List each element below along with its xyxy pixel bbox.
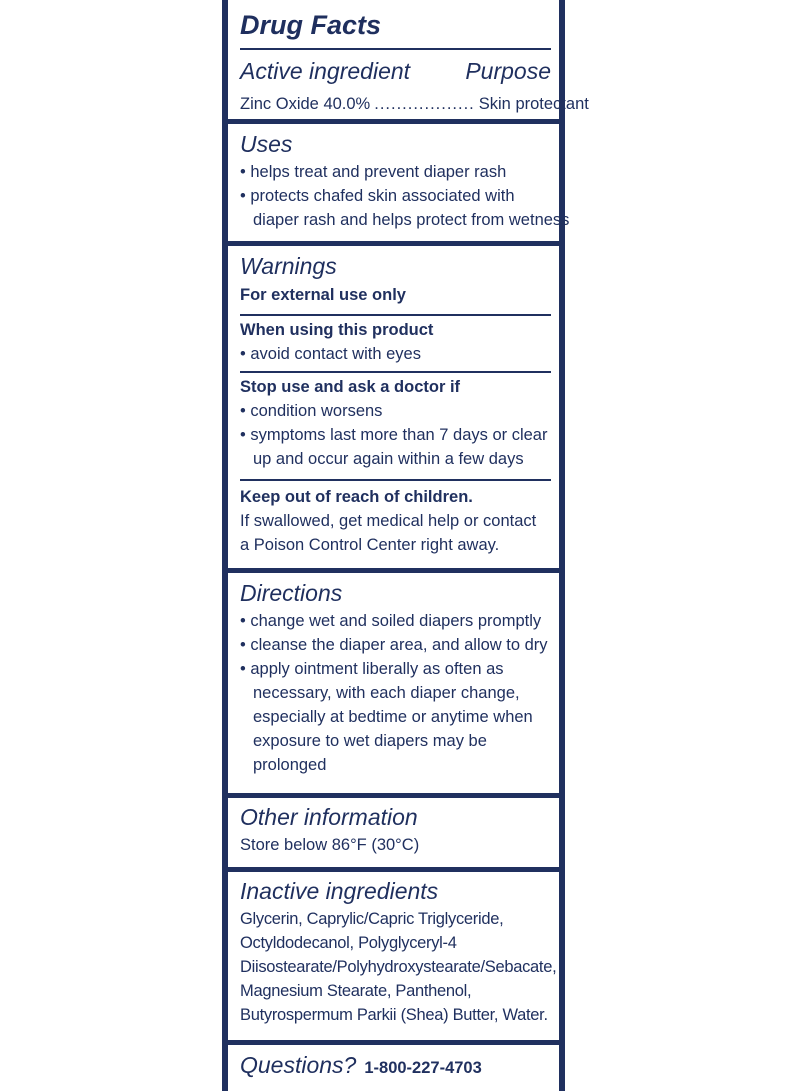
- ingredient-name: Zinc Oxide 40.0%: [240, 95, 371, 113]
- section-divider: [228, 793, 559, 798]
- list-item: • avoid contact with eyes: [240, 345, 421, 363]
- uses-section: [240, 131, 570, 232]
- keep-out-text: If swallowed, get medical help or contact: [240, 512, 537, 530]
- warnings-divider: [240, 314, 551, 316]
- section-divider: [228, 241, 559, 246]
- keep-out-text: a Poison Control Center right away.: [240, 536, 500, 554]
- other-info-section: [240, 804, 551, 857]
- active-ingredient-row: [240, 92, 589, 116]
- other-info-heading: Other information: [240, 804, 418, 830]
- inactive-heading: Inactive ingredients: [240, 878, 439, 904]
- when-using-heading: When using this product: [240, 321, 434, 339]
- questions-phone: 1-800-227-4703: [364, 1059, 482, 1077]
- section-divider: [228, 568, 559, 573]
- directions-list: [240, 609, 551, 777]
- list-item: • condition worsens: [240, 402, 383, 420]
- purpose-heading: Purpose: [465, 58, 551, 84]
- stop-use-block: [240, 375, 551, 471]
- list-item: • symptoms last more than 7 days or clear: [240, 426, 548, 444]
- questions-row: [240, 1052, 551, 1080]
- list-item: up and occur again within a few days: [253, 450, 524, 468]
- title-divider: [240, 48, 551, 50]
- drug-facts-title: Drug Facts: [240, 10, 382, 40]
- list-item: diaper rash and helps protect from wetness: [253, 211, 570, 229]
- inactive-list: [240, 907, 557, 1027]
- warnings-section: [240, 253, 551, 307]
- leader-dots: ..................: [374, 95, 475, 113]
- list-item: Butyrospermum Parkii (Shea) Butter, Water.: [240, 1006, 548, 1024]
- list-item: • change wet and soiled diapers promptly: [240, 612, 542, 630]
- warnings-heading: Warnings: [240, 253, 337, 279]
- directions-heading: Directions: [240, 580, 343, 606]
- list-item: Magnesium Stearate, Panthenol,: [240, 982, 472, 1000]
- list-item: Glycerin, Caprylic/Capric Triglyceride,: [240, 910, 504, 928]
- list-item: prolonged: [253, 756, 327, 774]
- uses-list: [240, 160, 570, 232]
- directions-section: [240, 580, 551, 777]
- when-using-block: [240, 318, 551, 366]
- list-item: especially at bedtime or anytime when: [253, 708, 533, 726]
- ingredient-purpose: Skin protectant: [478, 95, 589, 113]
- section-divider: [228, 867, 559, 872]
- questions-heading: Questions?: [240, 1052, 357, 1078]
- active-ingredient-heading: Active ingredient: [240, 58, 411, 84]
- list-item: Octyldodecanol, Polyglyceryl-4: [240, 934, 457, 952]
- keep-out-heading: Keep out of reach of children.: [240, 488, 473, 506]
- keep-out-block: [240, 485, 551, 557]
- stop-use-heading: Stop use and ask a doctor if: [240, 378, 461, 396]
- list-item: • cleanse the diaper area, and allow to dry: [240, 636, 548, 654]
- drug-facts-panel: [222, 0, 589, 1091]
- list-item: • helps treat and prevent diaper rash: [240, 163, 507, 181]
- list-item: Diisostearate/Polyhydroxystearate/Sebacate,: [240, 958, 557, 976]
- inactive-section: [240, 878, 557, 1027]
- uses-heading: Uses: [240, 131, 293, 157]
- list-item: • protects chafed skin associated with: [240, 187, 515, 205]
- section-divider: [228, 1040, 559, 1045]
- warnings-divider: [240, 479, 551, 481]
- external-use-text: For external use only: [240, 286, 406, 304]
- active-ingredient-header: [240, 58, 551, 85]
- other-info-text: Store below 86°F (30°C): [240, 836, 420, 854]
- list-item: necessary, with each diaper change,: [253, 684, 520, 702]
- list-item: exposure to wet diapers may be: [253, 732, 487, 750]
- list-item: • apply ointment liberally as often as: [240, 660, 504, 678]
- section-divider: [228, 119, 559, 124]
- warnings-divider: [240, 371, 551, 373]
